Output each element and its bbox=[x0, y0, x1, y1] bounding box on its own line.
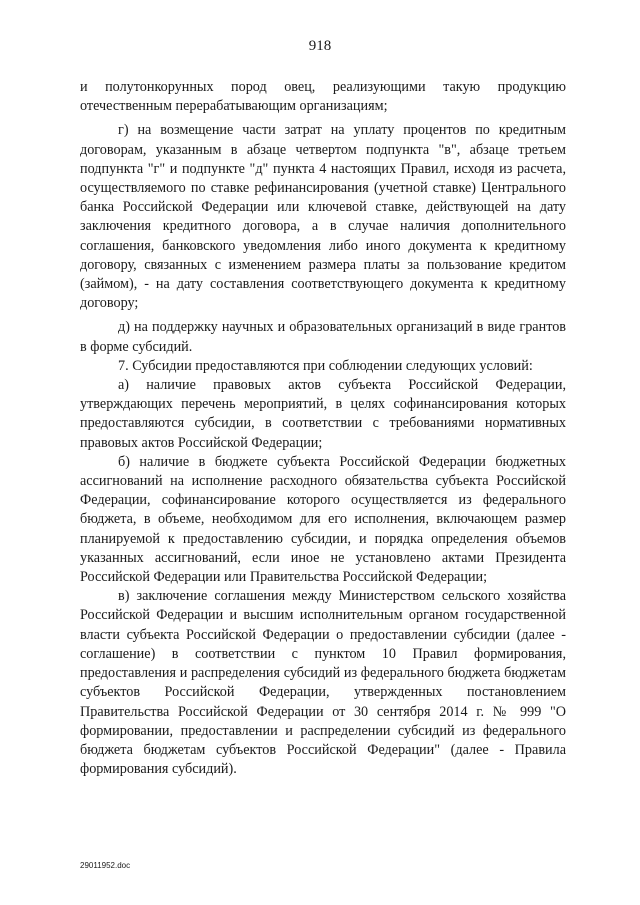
footer-doc-code: 29011952.doc bbox=[80, 861, 131, 870]
document-body bbox=[80, 78, 566, 779]
paragraph-item-g: г) на возмещение части затрат на уплату процентов по кредитным договорам, указанным в абзаце четвертом подпункта "в", абзаце третьем подпункта "г" и подпункте "д" пункта 4 настоящих Правил, исходя из расчета, осуществляемого по ставке рефинансирования (учетной ставке) Центрального банка Российской Федерации или ключевой ставке, действующей на дату заключения кредитного договора, а в случае наличия дополнительного соглашения, банковского уведомления либо иного документа к кредитному договору, связанных с изменением размера платы за пользование кредитом (займом), - на дату составления соответствующего документа к кредитному договору; bbox=[80, 122, 566, 312]
page-number: 918 bbox=[308, 38, 332, 54]
paragraph-item-d: д) на поддержку научных и образовательных организаций в виде грантов в форме субсидий. bbox=[80, 319, 566, 355]
paragraph-section-7: 7. Субсидии предоставляются при соблюдении следующих условий: bbox=[118, 357, 533, 374]
paragraph-condition-v: в) заключение соглашения между Министерством сельского хозяйства Российской Федерации и высшим исполнительным органом государственной власти субъекта Российской Федерации о предоставлении субсидии (далее - соглашение) в соответствии с пунктом 10 Правил формирования, предоставления и распределения субсидий из федерального бюджета бюджетам субъектов Российской Федерации, утвержденных постановлением Правительства Российской Федерации от 30 сентября 2014 г. № 999 "О формировании, предоставлении и распределении субсидий из федерального бюджета бюджетам субъектов Российской Федерации" (далее - Правила формирования субсидий). bbox=[80, 588, 566, 778]
paragraph-continuation: и полутонкорунных пород овец, реализующими такую продукцию отечественным перерабатывающим организациям; bbox=[80, 79, 566, 115]
paragraph-condition-b: б) наличие в бюджете субъекта Российской Федерации бюджетных ассигнований на исполнение расходного обязательства субъекта Российской Федерации, софинансирование которого осуществляется из федерального бюджета, в объеме, необходимом для его исполнения, включающем размер планируемой к предоставлению субсидии, и порядка определения объемов указанных ассигнований, если иное не установлено актами Президента Российской Федерации или Правительства Российской Федерации; bbox=[80, 453, 566, 586]
paragraph-condition-a: а) наличие правовых актов субъекта Российской Федерации, утверждающих перечень мероприятий, в целях софинансирования которых предоставляются субсидии, в соответствии с требованиями нормативных правовых актов Российской Федерации; bbox=[80, 377, 566, 451]
